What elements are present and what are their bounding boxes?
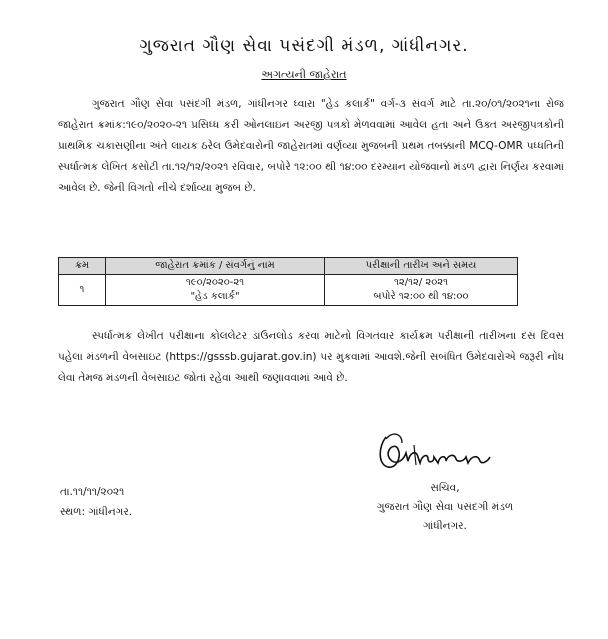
signatory-designation: સચિવ,	[430, 482, 460, 494]
cell-advertisement	[106, 275, 325, 306]
table-header-row	[59, 258, 518, 275]
signatory-city: ગાંધીનગર.	[423, 520, 467, 532]
notice-subtitle	[0, 68, 608, 82]
issue-place: સ્થળ: ગાંધીનગર.	[60, 506, 133, 518]
exam-schedule-table	[58, 257, 518, 306]
signatory-organization: ગુજરાત ગૌણ સેવા પસંદગી મંડળ	[376, 501, 514, 513]
intro-paragraph	[58, 94, 564, 199]
table-row	[59, 275, 518, 306]
call-letter-paragraph-text: સ્પર્ધાત્મક લેખીત પરીક્ષાના કોલલેટર ડાઉનલોડ કરવા માટેનો વિગતવાર કાર્યક્રમ પરીક્ષાની તારીખના દસ દિવસ પહેલા મંડળની વેબસાઇટ (https://gsssb.gujarat.gov.in) પર મુકવામાં આવશે.જેની સબંધિત ઉમેદવારોએ જરૂરી નોંધ લેવા તેમજ મંડળની વેબસાઇટ જોતાં રહેવા આથી જણાવવામાં આવે છે.	[58, 330, 564, 384]
cell-serial: ૧	[59, 275, 106, 306]
call-letter-paragraph	[58, 326, 564, 389]
handwritten-signature	[372, 427, 492, 477]
advt-number: ૧૯૦/૨૦૨૦-૨૧	[185, 277, 245, 288]
advt-cadre: "હેડ કલાર્ક"	[190, 291, 240, 302]
header-advertisement: જાહેરાત ક્રમાંક / સંવર્ગનું નામ	[106, 258, 325, 275]
notice-subtitle-text: અગત્યની જાહેરાત	[261, 68, 347, 81]
page-title: ગુજરાત ગૌણ સેવા પસંદગી મંડળ, ગાંધીનગર.	[139, 36, 469, 56]
cell-exam-date	[325, 275, 518, 306]
intro-paragraph-text: ગુજરાત ગૌણ સેવા પસંદગી મંડળ, ગાંધીનગર ધ્વારા "હેડ કલાર્ક" વર્ગ-૩ સંવર્ગ માટે તા.૨૦/૦૧/૨૦૨૧ના રોજ જાહેરાત ક્રમાંક:૧૯૦/૨૦૨૦-૨૧ પ્રસિધ્ધ કરી ઓનલાઇન અરજી પત્રકો મેળવવામાં આવેલ હતા અને ઉક્ત અરજીપત્રકોની પ્રાથમિક ચકાસણીના અંતે લાયક ઠરેલ ઉમેદવારોની જાહેરાતમાં વર્ણવ્યા મુજબની પ્રથમ તબક્કાની MCQ-OMR પધ્ધતિની સ્પર્ધાત્મક લેખિત કસોટી તા.૧૨/૧૨/૨૦૨૧ રવિવાર, બપોરે ૧૨:૦૦ થી ૧૪:૦૦ દરમ્યાન યોજવાનો મંડળ દ્વારા નિર્ણય કરવામાં આવેલ છે. જેની વિગતો નીચે દર્શાવ્યા મુજબ છે.	[58, 98, 564, 194]
exam-time: બપોરે ૧૨:૦૦ થી ૧૪:૦૦	[373, 291, 469, 302]
exam-date: ૧૨/૧૨/ ૨૦૨૧	[393, 277, 449, 288]
issue-date: તા.૧૧/૧૧/૨૦૨૧	[60, 486, 125, 498]
header-exam-date: પરીક્ષાની તારીખ અને સમય	[325, 258, 518, 275]
header-serial: ક્રમ	[59, 258, 106, 275]
